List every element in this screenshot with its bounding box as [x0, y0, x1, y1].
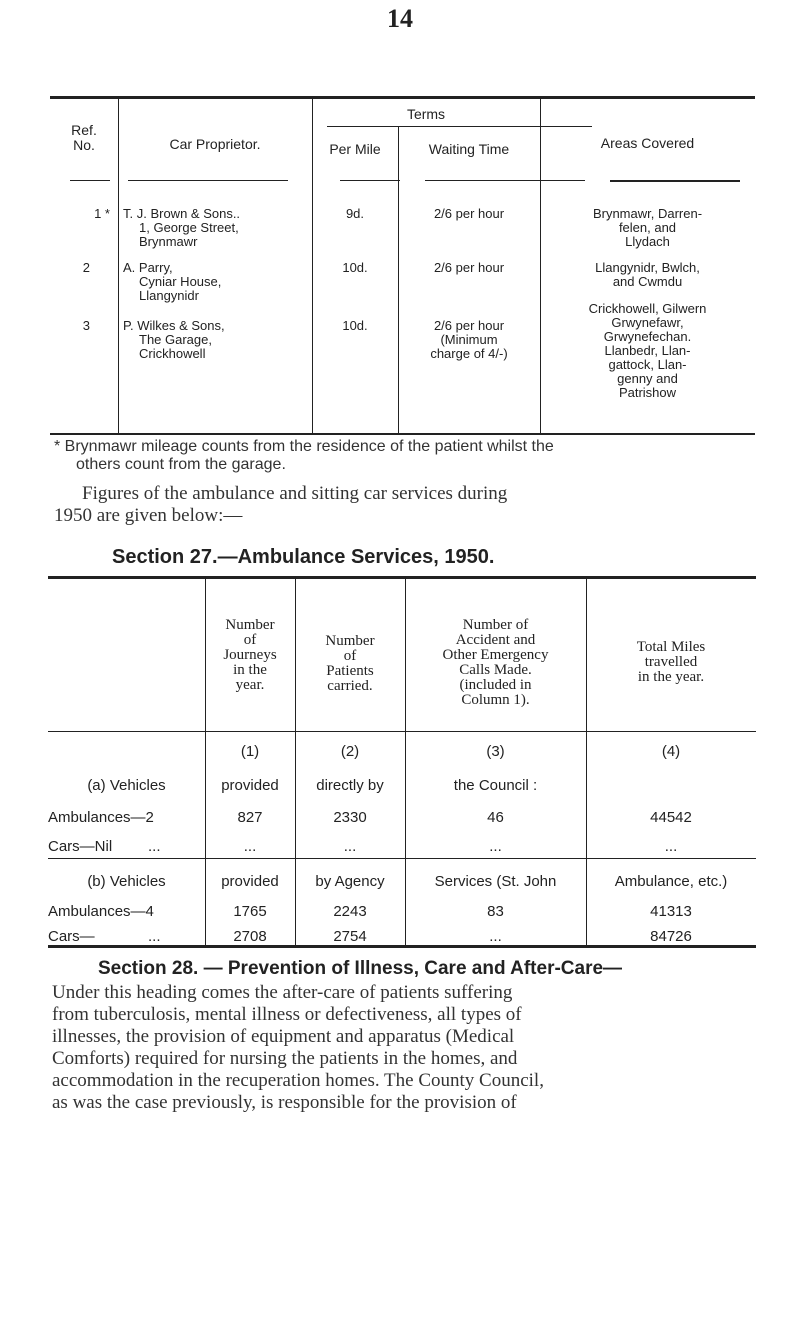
text-line: Llanbedr, Llan-	[604, 343, 691, 358]
row-ref: 2	[82, 260, 90, 275]
header-terms: Terms	[406, 106, 446, 122]
text-line: 2/6 per hour	[433, 206, 505, 221]
row-per-mile: 10d.	[342, 260, 368, 275]
header-line: carried.	[327, 678, 373, 694]
ambulance-services-table	[48, 576, 756, 948]
header-line: year.	[235, 677, 265, 693]
group-a-label: (a) Vehicles	[87, 777, 166, 794]
text-line: T. J. Brown & Sons..	[123, 206, 241, 221]
table-cell: ...	[243, 838, 257, 855]
text-line: felen, and	[618, 220, 677, 235]
row-waiting	[398, 319, 540, 361]
paragraph-line: 1950 are given below:—	[54, 505, 243, 526]
paragraph-line: Under this heading comes the after-care of patients suffering	[52, 982, 513, 1003]
header-miles	[586, 640, 756, 685]
text-line: charge of 4/-)	[430, 346, 508, 361]
row-per-mile: 10d.	[342, 318, 368, 333]
header-emergency	[405, 618, 586, 708]
table-cell: 2754	[333, 928, 367, 945]
header-line: Number	[225, 617, 275, 633]
text-line: Crickhowell	[139, 346, 206, 361]
header-line: Total Miles	[636, 639, 706, 655]
text-line: The Garage,	[139, 332, 212, 347]
header-per-mile: Per Mile	[329, 141, 381, 157]
text-line: 1, George Street,	[139, 220, 239, 235]
paragraph-line: as was the case previously, is responsible for the provision of	[52, 1092, 517, 1113]
row-per-mile: 9d.	[345, 206, 365, 221]
header-ref-line: Ref.	[71, 122, 97, 138]
header-line: Column 1).	[461, 692, 530, 708]
row-areas	[540, 207, 755, 249]
paragraph-line: Figures of the ambulance and sitting car services during	[82, 483, 508, 504]
header-proprietor: Car Proprietor.	[169, 136, 261, 152]
leader-dots: ...	[148, 928, 161, 945]
group-a-label: the Council :	[453, 777, 538, 794]
group-a-label: directly by	[316, 777, 384, 794]
leader-dots: ...	[148, 838, 161, 855]
table-cell: 2243	[333, 903, 367, 920]
col-number: (1)	[240, 743, 260, 760]
table-cell: 44542	[650, 809, 692, 826]
header-line: in the	[233, 662, 267, 678]
row-areas	[540, 302, 755, 400]
row-proprietor	[123, 207, 312, 249]
header-line: Calls Made.	[459, 662, 532, 678]
text-line: Grwynefechan.	[603, 329, 692, 344]
table-cell: 83	[487, 903, 504, 920]
header-line: Other Emergency	[442, 647, 549, 663]
text-line: Cyniar House,	[139, 274, 222, 289]
table-cell: 41313	[650, 903, 692, 920]
group-b-label: Ambulance, etc.)	[614, 873, 728, 890]
header-waiting-time: Waiting Time	[428, 141, 510, 157]
section-28-title: Section 28. — Prevention of Illness, Care and After-Care—	[98, 958, 623, 979]
row-label: Ambulances—4	[48, 903, 154, 920]
header-line: (included in	[459, 677, 532, 693]
header-line: Journeys	[223, 647, 277, 663]
header-line: Patients	[326, 663, 374, 679]
header-line: travelled	[644, 654, 698, 670]
paragraph-line: Comforts) required for nursing the patients in the homes, and	[52, 1048, 518, 1069]
text-line: Brynmawr, Darren-	[592, 206, 703, 221]
row-proprietor	[123, 319, 312, 361]
group-b-label: (b) Vehicles	[87, 873, 166, 890]
table-cell: 46	[487, 809, 504, 826]
col-number: (3)	[486, 743, 505, 760]
row-proprietor	[123, 261, 312, 303]
group-b-label: by Agency	[315, 873, 385, 890]
header-patients	[295, 634, 405, 694]
table-cell: ...	[489, 928, 502, 945]
text-line: (Minimum	[440, 332, 498, 347]
section-27-title: Section 27.—Ambulance Services, 1950.	[112, 546, 495, 568]
header-journeys	[205, 618, 295, 693]
footnote	[54, 438, 764, 474]
table-cell: ...	[343, 838, 357, 855]
paragraph-line: illnesses, the provision of equipment and apparatus (Medical	[52, 1026, 515, 1047]
header-line: of	[343, 648, 357, 664]
row-waiting	[398, 261, 540, 275]
text-line: 2/6 per hour	[433, 260, 505, 275]
paragraph-line: from tuberculosis, mental illness or defectiveness, all types of	[52, 1004, 522, 1025]
table-cell: 2330	[333, 809, 367, 826]
text-line: Llydach	[625, 234, 670, 249]
text-line: Llangynidr	[139, 288, 199, 303]
text-line: Crickhowell, Gilwern	[588, 301, 707, 316]
row-label: Cars—Nil	[48, 838, 113, 855]
row-ref: 1 *	[94, 206, 110, 221]
text-line: genny and	[617, 371, 678, 386]
text-line: P. Wilkes & Sons,	[123, 318, 225, 333]
section-28-paragraph	[52, 982, 772, 1114]
table-cell: 2708	[233, 928, 267, 945]
text-line: Brynmawr	[139, 234, 198, 249]
header-areas: Areas Covered	[600, 135, 695, 151]
footnote-line: others count from the garage.	[76, 456, 286, 473]
text-line: Patrishow	[618, 385, 677, 400]
row-ref: 3	[82, 318, 90, 333]
text-line: Llangynidr, Bwlch,	[595, 260, 700, 275]
text-line: and Cwmdu	[612, 274, 683, 289]
header-ref	[50, 123, 118, 153]
header-line: in the year.	[637, 669, 705, 685]
header-ref-line: No.	[73, 137, 95, 153]
table-cell: ...	[489, 838, 502, 855]
car-proprietors-table	[50, 96, 755, 436]
paragraph-line: accommodation in the recuperation homes. The County Council,	[52, 1070, 544, 1091]
col-number: (4)	[661, 743, 681, 760]
text-line: Grwynefawr,	[611, 315, 684, 330]
table-cell: 84726	[650, 928, 692, 945]
group-b-label: Services (St. John	[434, 873, 557, 890]
header-line: of	[243, 632, 257, 648]
col-number: (2)	[340, 743, 360, 760]
text-line: gattock, Llan-	[608, 357, 687, 372]
row-areas	[540, 261, 755, 289]
header-line: Accident and	[455, 632, 536, 648]
table-cell: 1765	[233, 903, 267, 920]
table-cell: 827	[237, 809, 263, 826]
text-line: 2/6 per hour	[433, 318, 505, 333]
table-cell: ...	[664, 838, 678, 855]
intro-paragraph	[54, 483, 754, 527]
row-label: Cars—	[48, 928, 95, 945]
header-line: Number	[325, 633, 375, 649]
group-b-label: provided	[221, 873, 279, 890]
page-number: 14	[387, 4, 413, 33]
header-line: Number of	[462, 617, 529, 633]
footnote-line: * Brynmawr mileage counts from the residence of the patient whilst the	[54, 438, 554, 455]
group-a-label: provided	[221, 777, 279, 794]
row-label: Ambulances—2	[48, 809, 154, 826]
text-line: A. Parry,	[123, 260, 173, 275]
row-waiting	[398, 207, 540, 221]
